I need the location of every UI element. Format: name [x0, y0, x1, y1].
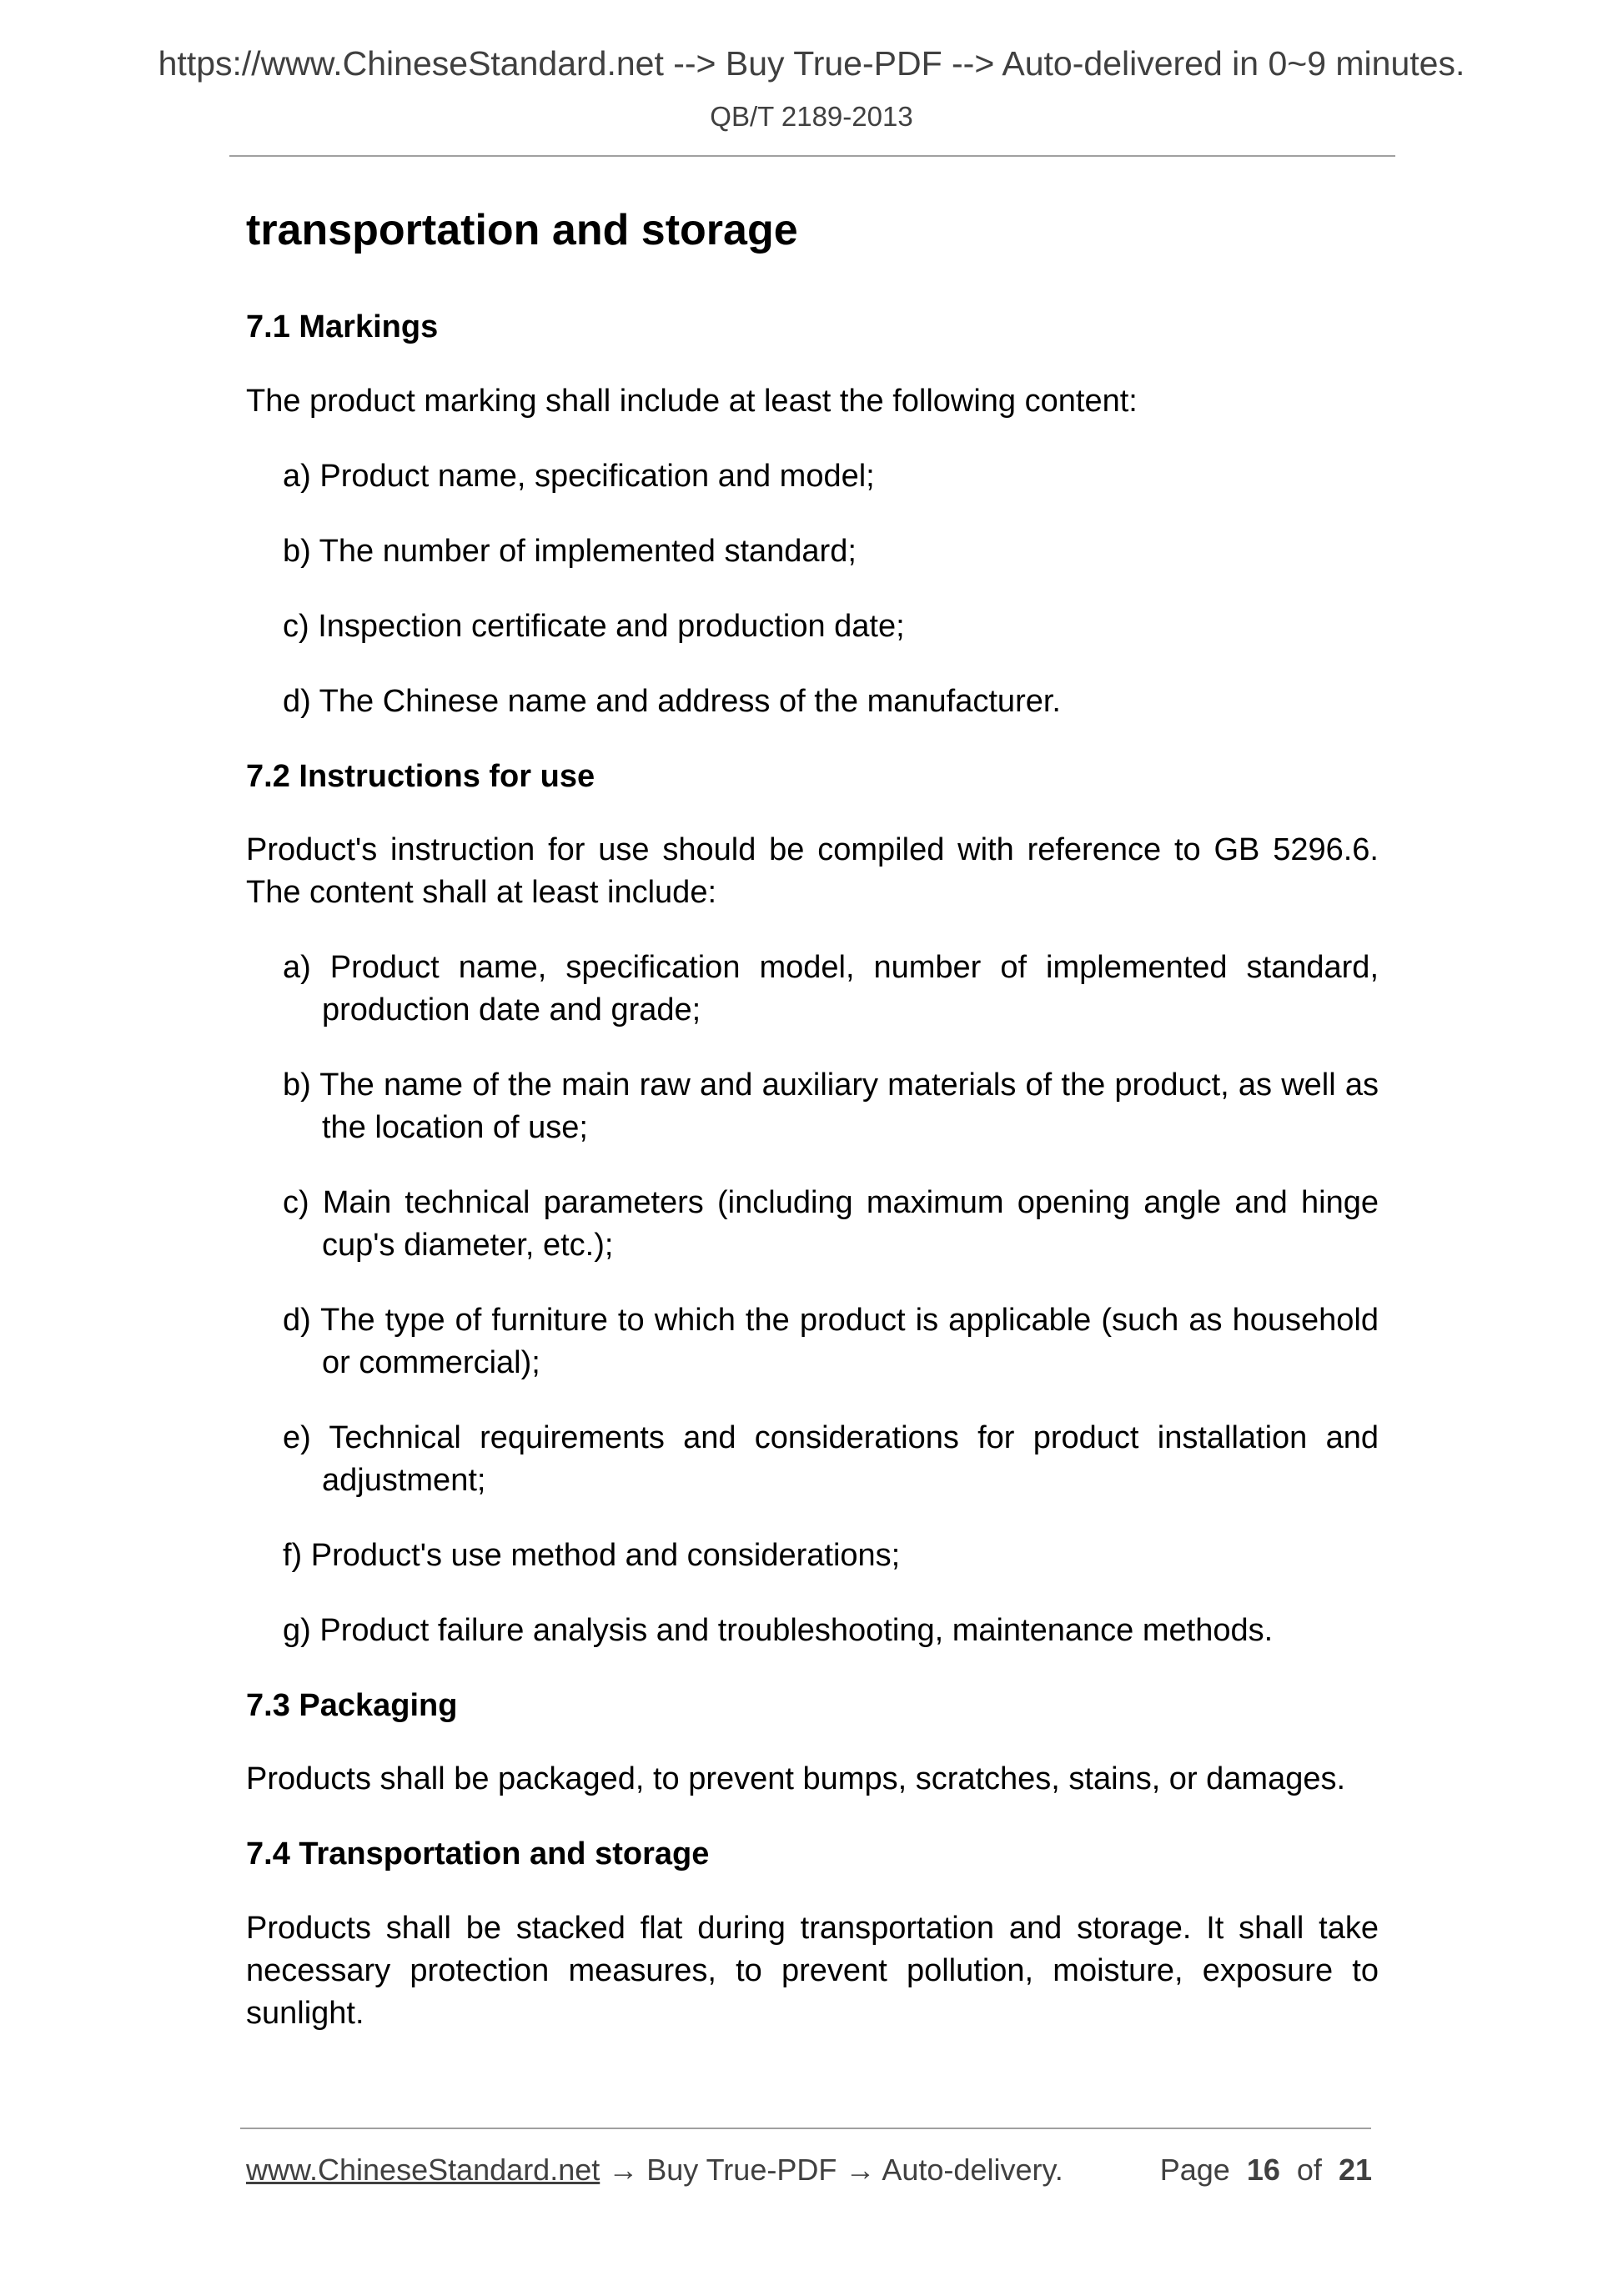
- of-word: of: [1296, 2153, 1322, 2187]
- section-7-2-title: 7.2 Instructions for use: [246, 758, 595, 794]
- section-7-3-text: Products shall be packaged, to prevent bumps, scratches, stains, or damages.: [246, 1761, 1346, 1797]
- header-divider: [229, 155, 1395, 157]
- page-content: [246, 204, 1379, 2067]
- list-item: b) The name of the main raw and auxiliary materials of the product, as well as the location of use;: [283, 1067, 1379, 1145]
- list-item: d) The type of furniture to which the product is applicable (such as household or commercial);: [283, 1302, 1379, 1380]
- total-pages: 21: [1338, 2153, 1372, 2187]
- list-item: f) Product's use method and considerations;: [283, 1537, 901, 1573]
- list-item: g) Product failure analysis and troubleshooting, maintenance methods.: [283, 1612, 1274, 1648]
- list-item: c) Main technical parameters (including maximum opening angle and hinge cup's diameter, etc.);: [283, 1184, 1379, 1263]
- section-7-1-title: 7.1 Markings: [246, 309, 439, 345]
- footer-divider: [240, 2128, 1371, 2129]
- section-7-4-text: Products shall be stacked flat during transportation and storage. It shall take necessary protection measures, to prevent pollution, moisture, exposure to sunlight.: [246, 1910, 1379, 2031]
- section-7-3-title: 7.3 Packaging: [246, 1687, 458, 1723]
- section-7-2-intro: Product's instruction for use should be compiled with reference to GB 5296.6. The content shall at least include:: [246, 831, 1379, 910]
- header-url-line: https://www.ChineseStandard.net --> Buy True-PDF --> Auto-delivered in 0~9 minutes.: [158, 44, 1465, 83]
- footer-buy-text: Buy True-PDF: [646, 2153, 837, 2187]
- footer-purchase-line: [246, 2152, 1063, 2188]
- page-number: 16: [1246, 2153, 1280, 2187]
- page-indicator: [1160, 2152, 1372, 2188]
- footer-delivery-text: Auto-delivery.: [882, 2153, 1063, 2187]
- list-item: b) The number of implemented standard;: [283, 533, 857, 569]
- section-7-1-intro: The product marking shall include at least the following content:: [246, 383, 1138, 419]
- footer-site-link[interactable]: www.ChineseStandard.net: [246, 2153, 600, 2187]
- section-7-4-title: 7.4 Transportation and storage: [246, 1836, 710, 1872]
- list-item: e) Technical requirements and considerations for product installation and adjustment;: [283, 1419, 1379, 1498]
- standard-code: QB/T 2189-2013: [710, 101, 913, 132]
- list-item: a) Product name, specification model, number of implemented standard, production date and grade;: [283, 949, 1379, 1027]
- arrow-icon: →: [600, 2153, 647, 2187]
- arrow-icon: →: [837, 2153, 882, 2187]
- list-item: a) Product name, specification and model;: [283, 458, 875, 494]
- list-item: c) Inspection certificate and production date;: [283, 608, 905, 644]
- list-item: d) The Chinese name and address of the manufacturer.: [283, 683, 1061, 719]
- chapter-title: transportation and storage: [246, 206, 798, 254]
- page-word: Page: [1159, 2153, 1230, 2187]
